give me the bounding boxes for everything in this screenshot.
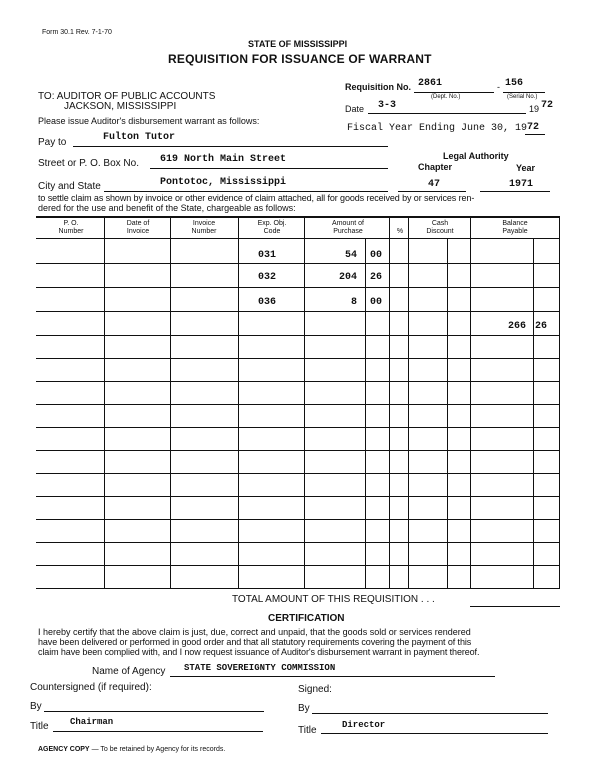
state-title: STATE OF MISSISSIPPI	[248, 39, 348, 49]
date-label: Date	[345, 104, 365, 114]
amount-dollars: 204	[339, 272, 358, 283]
serial-number: 156	[505, 78, 524, 89]
date-year-prefix: 19	[529, 104, 540, 114]
by-label-right: By	[298, 703, 310, 714]
header-percent: %	[396, 228, 404, 235]
header-invoice-number: Invoice Number	[191, 220, 217, 235]
form-title: REQUISITION FOR ISSUANCE OF WARRANT	[168, 52, 432, 66]
header-date-of-invoice: Date of Invoice	[126, 220, 150, 235]
requisition-label: Requisition No.	[345, 82, 411, 92]
footer-note	[38, 746, 225, 753]
signed-label: Signed:	[298, 684, 332, 695]
exp-code: 032	[258, 272, 277, 283]
exp-code: 036	[258, 297, 277, 308]
certification-line-3: claim have been complied with, and I now request issuance of Auditor's disbursement warrant in payment thereof.	[38, 647, 480, 657]
legal-authority-label: Legal Authority	[443, 151, 509, 161]
city-state-label: City and State	[38, 181, 101, 192]
footer-retain-text: — To be retained by Agency for its records.	[91, 746, 226, 753]
title-label-left: Title	[30, 721, 49, 732]
exp-code: 031	[258, 250, 277, 261]
please-issue-text: Please issue Auditor's disbursement warrant as follows:	[38, 116, 260, 126]
countersigned-label: Countersigned (if required):	[30, 682, 152, 693]
requisition-dash: -	[497, 82, 500, 92]
header-cash-discount: Cash Discount	[426, 220, 454, 235]
street-value: 619 North Main Street	[160, 154, 287, 165]
dept-caption: (Dept. No.)	[431, 94, 461, 100]
amount-cents: 00	[370, 250, 383, 261]
fiscal-year-value: 72	[527, 122, 540, 133]
agency-label: Name of Agency	[92, 666, 166, 677]
header-po-number: P. O. Number	[58, 220, 84, 235]
year-label: Year	[516, 163, 536, 173]
form-number: Form 30.1 Rev. 7-1-70	[42, 29, 112, 36]
street-label: Street or P. O. Box No.	[38, 158, 139, 169]
amount-dollars: 54	[345, 250, 358, 261]
agency-value: STATE SOVEREIGNTY COMMISSION	[184, 663, 336, 673]
total-label: TOTAL AMOUNT OF THIS REQUISITION . . .	[232, 594, 435, 605]
right-title-value: Director	[342, 720, 386, 730]
to-line-2: JACKSON, MISSISSIPPI	[64, 101, 177, 112]
settle-text-2: dered for the use and benefit of the State, chargeable as follows:	[38, 203, 296, 213]
year-value: 1971	[509, 179, 534, 190]
pay-to-value: Fulton Tutor	[103, 132, 176, 143]
to-line-1: TO: AUDITOR OF PUBLIC ACCOUNTS	[38, 91, 216, 102]
left-title-value: Chairman	[70, 717, 114, 727]
settle-text-1: to settle claim as shown by invoice or other evidence of claim attached, all for goods received by or services ren-	[38, 193, 475, 203]
balance-cents: 26	[535, 321, 548, 332]
fiscal-year-label: Fiscal Year Ending June 30, 19	[347, 123, 528, 134]
certification-line-2: have been delivered or performed in good order and that all statutory requirements covering the payment of this	[38, 637, 472, 647]
chapter-label: Chapter	[418, 162, 453, 172]
balance-dollars: 266	[508, 321, 527, 332]
amount-dollars: 8	[351, 297, 358, 308]
date-year-suffix: 72	[541, 100, 554, 111]
certification-line-1: I hereby certify that the above claim is just, due, correct and unpaid, that the goods sold or services rendered	[38, 627, 471, 637]
header-balance-payable: Balance Payable	[502, 220, 528, 235]
city-state-value: Pontotoc, Mississippi	[160, 177, 287, 188]
dept-number: 2861	[418, 78, 443, 89]
pay-to-label: Pay to	[38, 137, 67, 148]
header-exp-obj-code: Exp. Obj. Code	[257, 220, 287, 235]
by-label-left: By	[30, 701, 42, 712]
certification-title: CERTIFICATION	[268, 613, 345, 624]
amount-cents: 26	[370, 272, 383, 283]
title-label-right: Title	[298, 725, 317, 736]
serial-caption: (Serial No.)	[507, 94, 538, 100]
chapter-value: 47	[428, 179, 441, 190]
amount-cents: 00	[370, 297, 383, 308]
header-amount-of-purchase: Amount of Purchase	[332, 220, 364, 235]
date-value: 3-3	[378, 100, 397, 111]
footer-agency-copy: AGENCY COPY	[38, 746, 90, 753]
